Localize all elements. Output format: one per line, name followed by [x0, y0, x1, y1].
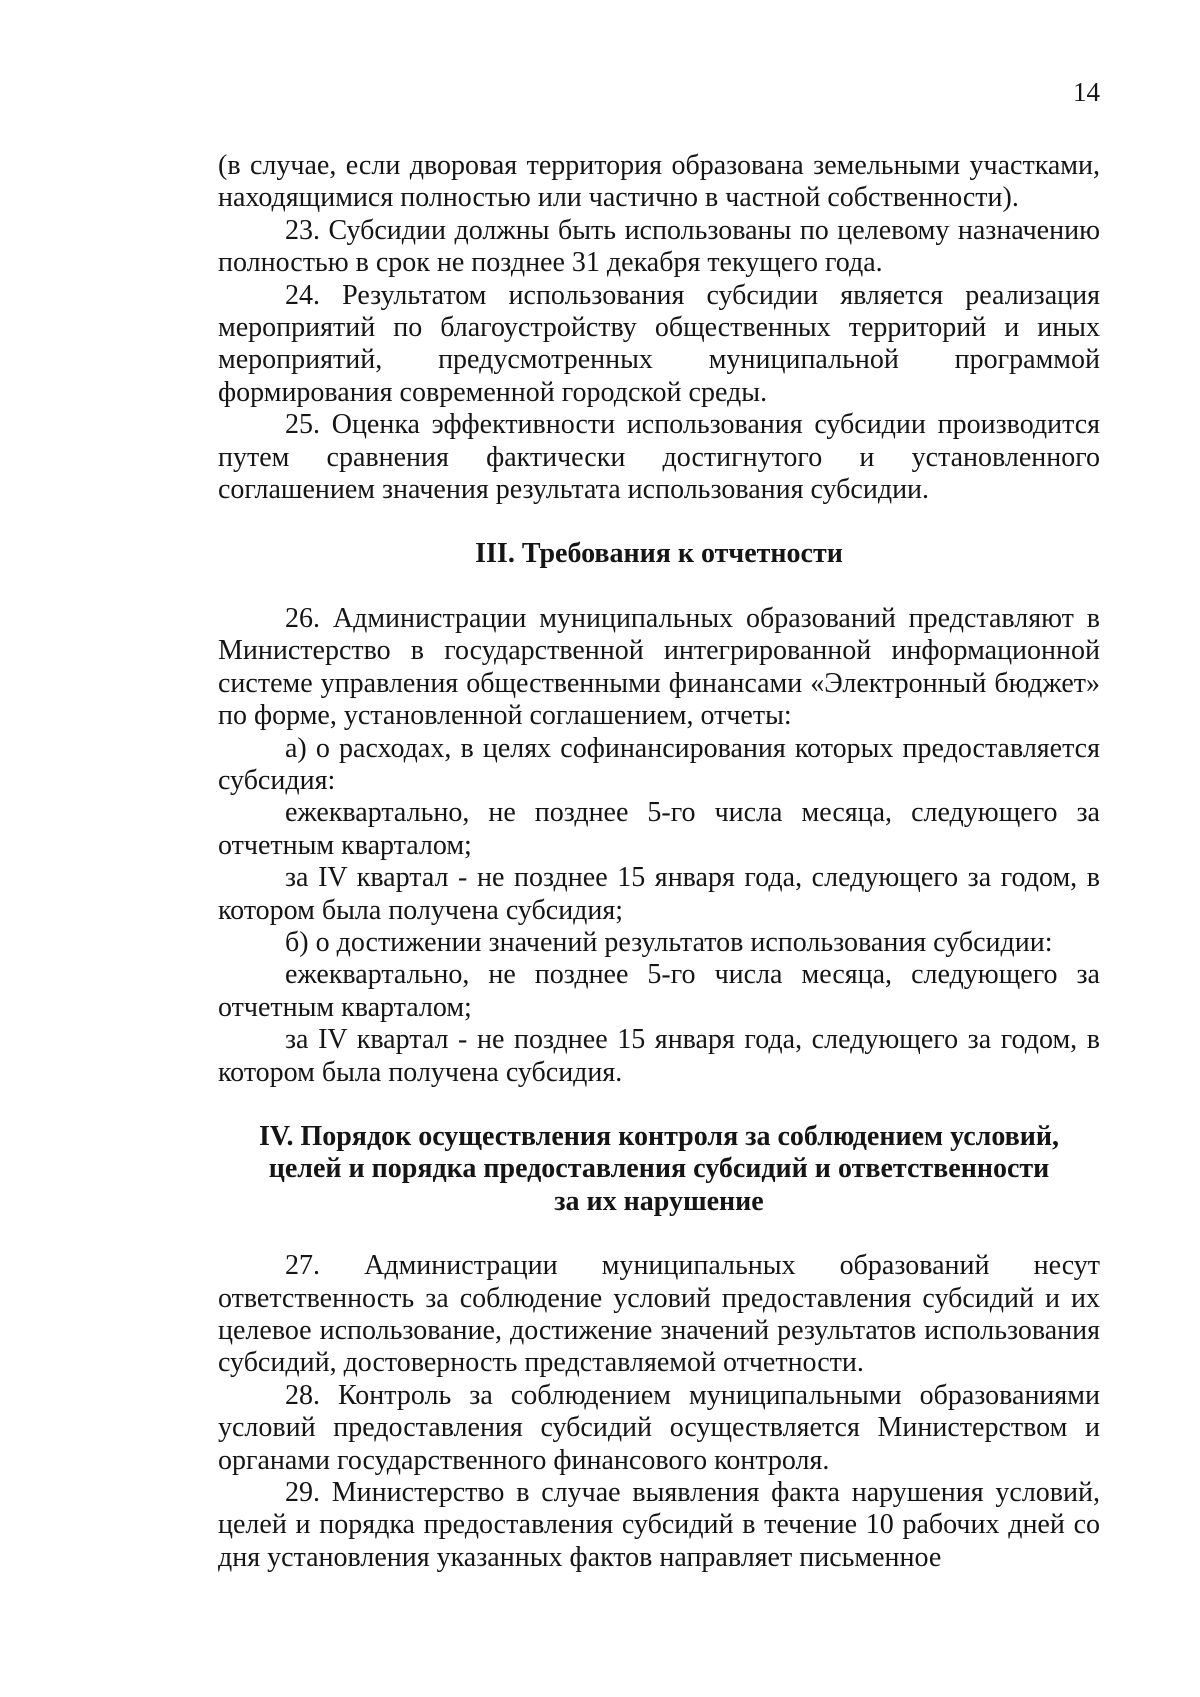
page-number: 14: [1073, 77, 1100, 107]
section-4-heading-line-1: IV. Порядок осуществления контроля за соблюдением условий,: [258, 1120, 1060, 1152]
paragraph-26-a-q4: за IV квартал - не позднее 15 января года, следующего за годом, в котором была получена субсидия;: [218, 862, 1100, 926]
paragraph-24: 24. Результатом использования субсидии является реализация мероприятий по благоустройству общественных территорий и иных мероприятий, предусмотренных муниципальной программой формирования современной городской среды.: [218, 279, 1100, 408]
paragraph-27: 27. Администрации муниципальных образований несут ответственность за соблюдение условий предоставления субсидий и их целевое использование, достижение значений результатов использования субсидий, достоверность представляемой отчетности.: [218, 1250, 1100, 1379]
paragraph-26-a-quarterly: ежеквартально, не позднее 5-го числа месяца, следующего за отчетным кварталом;: [218, 797, 1100, 861]
paragraph-26-b: б) о достижении значений результатов использования субсидии:: [285, 926, 1053, 958]
document-body: [218, 150, 1100, 1574]
section-4-heading: [218, 1121, 1100, 1218]
paragraph-continuation: (в случае, если дворовая территория образована земельными участками, находящимися полностью или частично в частной собственности).: [218, 150, 1100, 214]
paragraph-29: 29. Министерство в случае выявления факта нарушения условий, целей и порядка предоставления субсидий в течение 10 рабочих дней со дня установления указанных фактов направляет письменное: [218, 1477, 1100, 1573]
section-3-heading: III. Требования к отчетности: [475, 538, 843, 570]
paragraph-26: 26. Администрации муниципальных образований представляют в Министерство в государственной интегрированной информационной системе управления общественными финансами «Электронный бюджет» по форме, установленной соглашением, отчеты:: [218, 602, 1100, 732]
section-4-heading-line-2: целей и порядка предоставления субсидий и ответственности: [268, 1153, 1050, 1185]
paragraph-26-a: а) о расходах, в целях софинансирования которых предоставляется субсидия:: [218, 732, 1100, 796]
paragraph-23: 23. Субсидии должны быть использованы по целевому назначению полностью в срок не позднее 31 декабря текущего года.: [218, 214, 1100, 279]
paragraph-28: 28. Контроль за соблюдением муниципальными образованиями условий предоставления субсидий осуществляется Министерством и органами государственного финансового контроля.: [218, 1379, 1100, 1476]
paragraph-26-b-q4: за IV квартал - не позднее 15 января года, следующего за годом, в котором была получена субсидия.: [218, 1024, 1100, 1088]
section-4-heading-line-3: за их нарушение: [554, 1185, 764, 1217]
paragraph-25: 25. Оценка эффективности использования субсидии производится путем сравнения фактически достигнутого и установленного соглашением значения результата использования субсидии.: [218, 409, 1100, 506]
paragraph-26-b-quarterly: ежеквартально, не позднее 5-го числа месяца, следующего за отчетным кварталом;: [218, 959, 1100, 1023]
